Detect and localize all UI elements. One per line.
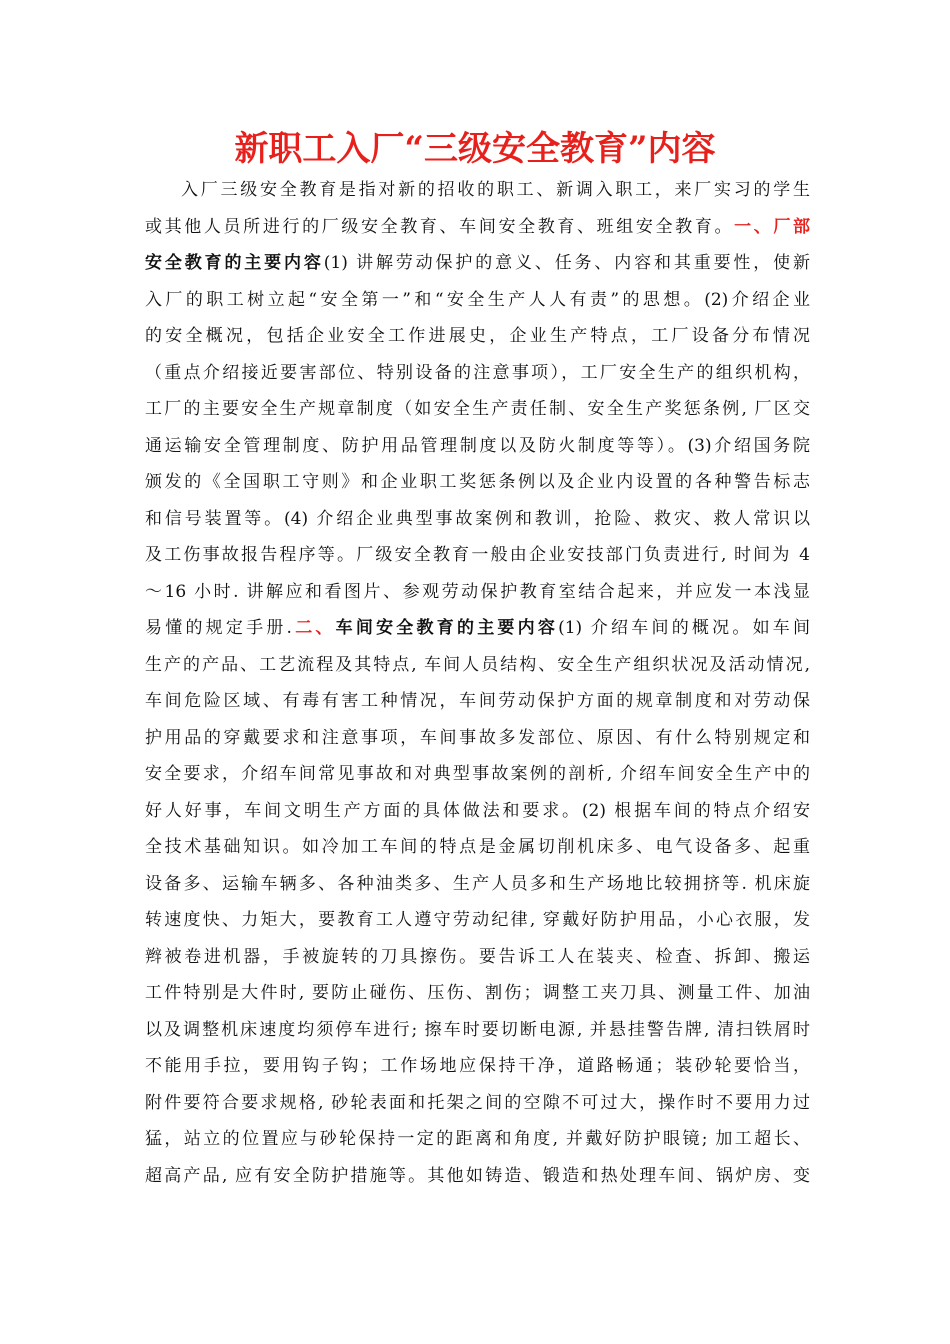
section-heading-1-number: 一、厂部 bbox=[734, 216, 810, 237]
body-line: 工厂的主要安全生产规章制度（如安全生产责任制、安全生产奖惩条例, 厂区交 bbox=[145, 399, 810, 419]
body-line: 设备多、运输车辆多、各种油类多、生产人员多和生产场地比较拥挤等. 机床旋 bbox=[145, 873, 810, 894]
body-line: 和信号装置等。(4) 介绍企业典型事故案例和教训，抢险、救灾、救人常识以 bbox=[145, 508, 810, 529]
section-heading-2: 车间安全教育的主要内容 bbox=[335, 618, 559, 638]
document-title: 新职工入厂“三级安全教育”内容 bbox=[234, 129, 716, 169]
body-line: 好人好事，车间文明生产方面的具体做法和要求。(2) 根据车间的特点介绍安 bbox=[145, 800, 810, 821]
body-line: 通运输安全管理制度、防护用品管理制度以及防火制度等等）。(3)介绍国务院 bbox=[145, 435, 810, 456]
body-line: 以及调整机床速度均须停车进行; 擦车时要切断电源, 并悬挂警告牌, 清扫铁屑时 bbox=[145, 1019, 810, 1040]
body-line: 安全要求，介绍车间常见事故和对典型事故案例的剖析, 介绍车间安全生产中的 bbox=[145, 764, 810, 784]
body-line: （重点介绍接近要害部位、特别设备的注意事项），工厂安全生产的组织机构， bbox=[145, 362, 810, 383]
body-line: 不能用手拉，要用钩子钩；工作场地应保持干净，道路畅通；装砂轮要恰当， bbox=[145, 1056, 810, 1076]
body-line: 及工伤事故报告程序等。厂级安全教育一般由企业安技部门负责进行, 时间为 4 bbox=[145, 545, 810, 565]
section-heading-1: 安全教育的主要内容 bbox=[145, 253, 324, 273]
body-line: 或其他人员所进行的厂级安全教育、车间安全教育、班组安全教育。一、厂部 bbox=[145, 216, 810, 237]
body-line: 的安全概况，包括企业安全工作进展史，企业生产特点，工厂设备分布情况 bbox=[145, 326, 810, 346]
body-line: 转速度快、力矩大，要教育工人遵守劳动纪律, 穿戴好防护用品，小心衣服，发 bbox=[145, 910, 810, 930]
body-line: 全技术基础知识。如冷加工车间的特点是金属切削机床多、电气设备多、起重 bbox=[145, 837, 810, 857]
body-line: 护用品的穿戴要求和注意事项，车间事故多发部位、原因、有什么特别规定和 bbox=[145, 727, 810, 748]
body-line: 车间危险区域、有毒有害工种情况，车间劳动保护方面的规章制度和对劳动保 bbox=[145, 691, 810, 711]
body-line: 超高产品, 应有安全防护措施等。其他如铸造、锻造和热处理车间、锅炉房、变 bbox=[145, 1165, 810, 1186]
body-line: 颁发的《全国职工守则》和企业职工奖惩条例以及企业内设置的各种警告标志 bbox=[145, 472, 810, 492]
body-line: 易懂的规定手册.二、车间安全教育的主要内容(1) 介绍车间的概况。如车间 bbox=[145, 618, 810, 638]
body-line: 猛，站立的位置应与砂轮保持一定的距离和角度, 并戴好防护眼镜; 加工超长、 bbox=[145, 1129, 810, 1149]
body-line: 入厂三级安全教育是指对新的招收的职工、新调入职工，来厂实习的学生 bbox=[181, 180, 810, 200]
body-line: ～16 小时. 讲解应和看图片、参观劳动保护教育室结合起来，并应发一本浅显 bbox=[145, 581, 810, 602]
body-line: 安全教育的主要内容(1) 讲解劳动保护的意义、任务、内容和其重要性，使新 bbox=[145, 253, 810, 273]
section-heading-2-number: 二、 bbox=[291, 618, 336, 638]
document-body bbox=[145, 172, 810, 1194]
body-line: 工件特别是大件时, 要防止碰伤、压伤、割伤；调整工夹刀具、测量工件、加油 bbox=[145, 983, 810, 1003]
body-line: 生产的产品、工艺流程及其特点, 车间人员结构、安全生产组织状况及活动情况, bbox=[145, 654, 810, 675]
body-line: 入厂的职工树立起“安全第一”和“安全生产人人有责”的思想。(2)介绍企业 bbox=[145, 289, 810, 310]
body-line: 辫被卷进机器，手被旋转的刀具擦伤。要告诉工人在装夹、检查、拆卸、搬运 bbox=[145, 946, 810, 967]
body-line: 附件要符合要求规格, 砂轮表面和托架之间的空隙不可过大，操作时不要用力过 bbox=[145, 1092, 810, 1113]
